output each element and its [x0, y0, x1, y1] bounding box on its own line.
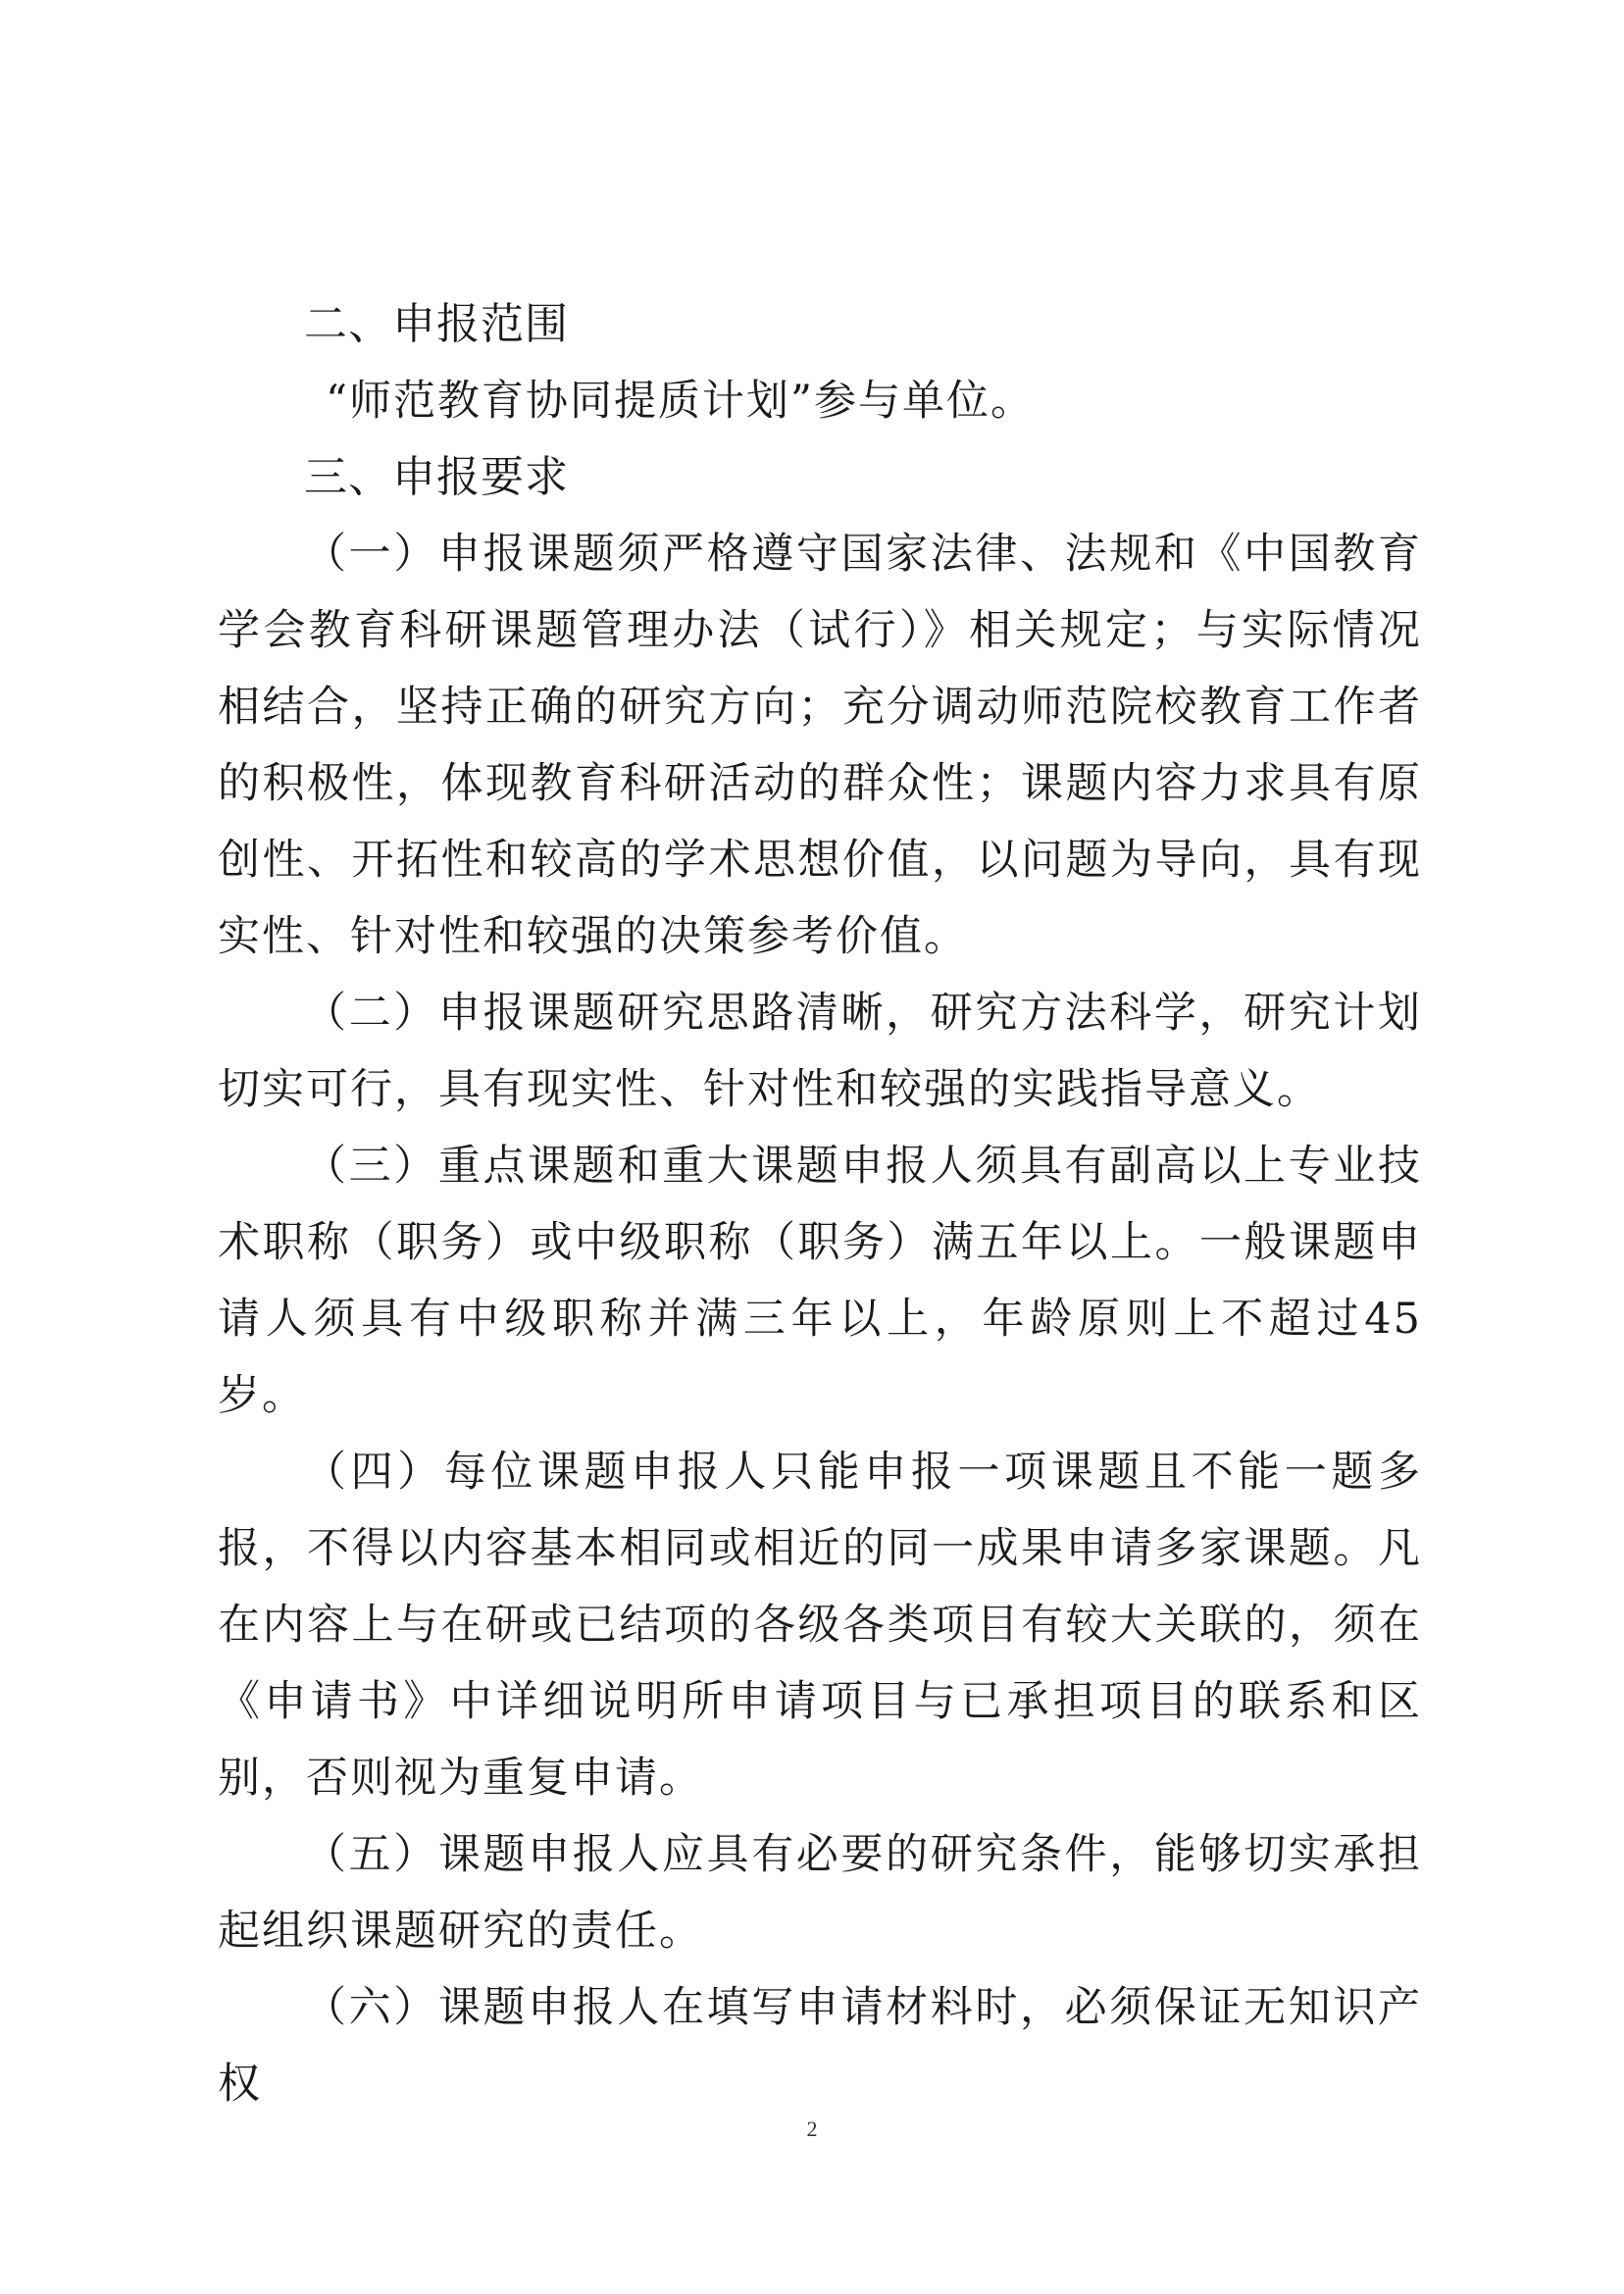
section-heading-scope: 二、申报范围 — [304, 299, 569, 349]
section-heading-requirements: 三、申报要求 — [304, 452, 569, 502]
document-body — [218, 286, 1422, 2122]
requirement-5-paragraph: （五）课题申报人应具有必要的研究条件，能够切实承担起组织课题研究的责任。 — [218, 1830, 1422, 1956]
requirement-2-paragraph: （二）申报课题研究思路清晰，研究方法科学，研究计划切实可行，具有现实性、针对性和较强的实践指导意义。 — [218, 989, 1422, 1114]
scope-paragraph: “师范教育协同提质计划”参与单位。 — [326, 377, 1035, 426]
requirement-1-paragraph: （一）申报课题须严格遵守国家法律、法规和《中国教育学会教育科研课题管理办法（试行）》相关规定；与实际情况相结合，坚持正确的研究方向；充分调动师范院校教育工作者的积极性，体现教育科研活动的群众性；课题内容力求具有原创性、开拓性和较高的学术思想价值，以问题为导向，具有现实性、针对性和较强的决策参考价值。 — [218, 530, 1422, 961]
page-number: 2 — [806, 2116, 818, 2141]
requirement-3-paragraph: （三）重点课题和重大课题申报人须具有副高以上专业技术职称（职务）或中级职称（职务）满五年以上。一般课题申请人须具有中级职称并满三年以上，年龄原则上不超过45岁。 — [218, 1142, 1422, 1420]
requirement-4-paragraph: （四）每位课题申报人只能申报一项课题且不能一题多报，不得以内容基本相同或相近的同一成果申请多家课题。凡在内容上与在研或已结项的各级各类项目有较大关联的，须在《申请书》中详细说明所申请项目与已承担项目的联系和区别，否则视为重复申请。 — [218, 1448, 1422, 1803]
requirement-6-paragraph: （六）课题申报人在填写申请材料时，必须保证无知识产权 — [218, 1983, 1422, 2109]
